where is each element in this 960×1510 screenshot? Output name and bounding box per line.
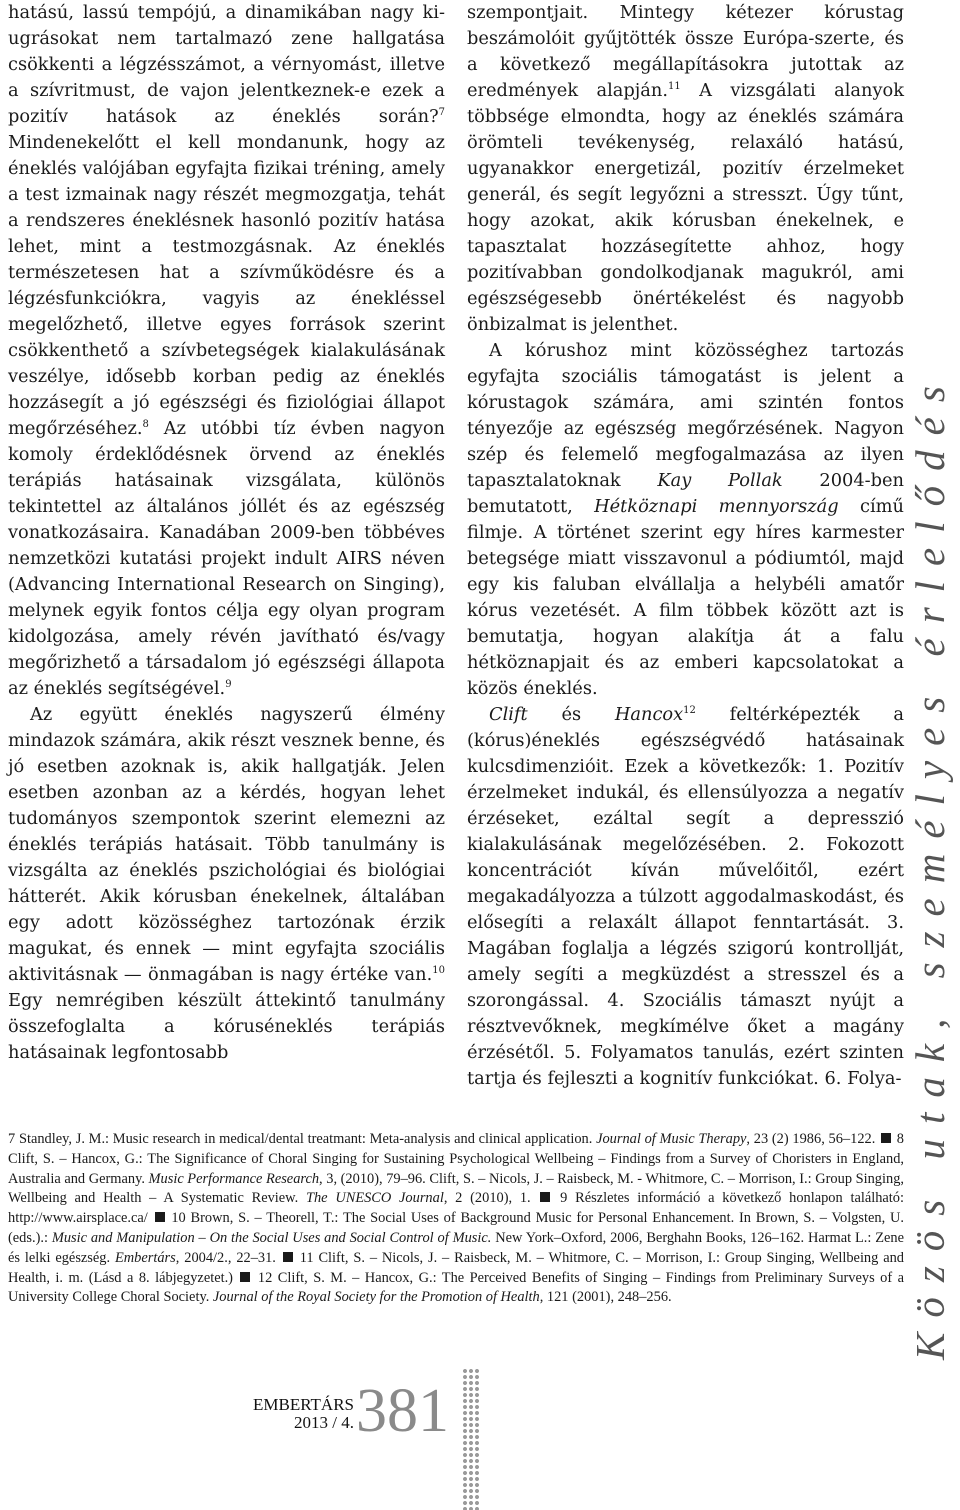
- text-run: Az együtt éneklés nagyszerű élmény mindazok számára, akik részt vesznek benne, és jó esetben azoknak is, akik hallgatják. Jelen esetben azonban az a kérdés, hogyan lehet tudományos szempontok szerint elemezni az éneklés terápiás hatásait. Több tanulmány is vizsgálta az éneklés pszichológiai és biológiai hátterét. Akik kórusban énekelnek, általában egy adott közösséghez tartozónak érzik magukat, és ennek — mint egyfajta szociális aktivitásnak — önmagában is nagy értéke van.: [8, 704, 445, 985]
- text-run: és: [527, 704, 615, 725]
- footnotes: [8, 1130, 904, 1308]
- footnote-reference: 10: [432, 965, 445, 976]
- page-number: 381: [356, 1377, 449, 1445]
- paragraph: [8, 702, 445, 1066]
- text-run: A vizsgálati alanyok többsége elmondta, hogy az éneklés számára örömteli tevékenység, relaxáló hatású, ugyanakkor energetizál, pozitív érzelmeket generál, és segít legyőzni a stresszt. Úgy tűnt, hogy azokat, akik kórusban énekelnek, e tapasztalat hozzásegítette ahhoz, hogy pozitívabban gondolkodjanak magukról, ami egészségesebb önértékelést és nagyobb önbizalmat is jelenthet.: [467, 80, 905, 335]
- text-run: 11 Clift, S. – Nicols, J. – Raisbeck, M. – Whitmore, C. – Morrison, I.: Group Singing, Wellbeing and Health, i. m. (Lásd a 8. lábjegyzetet.): [8, 1249, 904, 1286]
- text-run: A kórushoz mint közösséghez tartozás egyfajta szociális támogatást is jelent a kórustagok számára, ami szintén fontos tényezője az egészség megőrzésének. Nagyon szép és felemelő megfogalmazása az ilyen tapasztalatoknak: [467, 340, 904, 491]
- text-run: Mindenekelőtt el kell mondanunk, hogy az éneklés valójában egyfajta fizikai tréning, amely a test izmainak nagy részét megmozgatja, tehát a rendszeres éneklésnek hasonló pozitív hatása lehet, mint a testmozgásnak. Az éneklés természetesen hat a szívműködésre és a légzésfunkciókra, vagyis az énekléssel megelőzhető, illetve egyes források szerint csökkenthető a szívbetegségek kialakulásának veszélye, idősebb korban pedig az éneklés hozzásegít a jó egészségi és fiziológiai állapot megőrzéséhez.: [8, 132, 445, 439]
- paragraph: [467, 338, 904, 702]
- text-run: 8 Clift, S. – Hancox, G.: The Significance of Choral Singing for Sustaining Psychological Wellbeing – Findings from a Survey of Choristers in England, Australia and Germany.: [8, 1131, 905, 1187]
- italic-text: Journal of the Royal Society for the Promotion of Health: [212, 1289, 540, 1306]
- italic-text: Music Performance Research: [148, 1170, 320, 1187]
- article-column-left: [8, 0, 445, 1066]
- italic-text: Kay Pollak: [657, 470, 783, 491]
- text-run: című filmje. A történet szerint egy híres karmester betegsége miatt visszavonul a pódiumtól, majd egy kis faluban elvállalja a helybéli amatőr kórus vezetését. A film többek között azt is bemutatja, hogyan alakítja át a falu hétköznapjait és az emberi kapcsolatokat a közös éneklés.: [467, 496, 904, 699]
- footnote-reference: 7: [438, 107, 445, 118]
- footnote-reference: 11: [668, 81, 681, 92]
- separator-square-icon: [155, 1212, 165, 1222]
- text-run: 10 Brown, S. – Theorell, T.: The Social Uses of Background Music for Personal Enhancement. In Brown, S. – Volgsten, U. (eds.).:: [8, 1210, 905, 1246]
- text-run: , 2 (2010), 1.: [443, 1190, 539, 1207]
- paragraph: [467, 0, 904, 338]
- text-run: , 3, (2010), 79–96. Clift, S. – Nicols, J. – Raisbeck, M. - Whitmore, C. – Morrison, I.: Group Singing, Wellbeing and Health – A Systematic Review.: [8, 1170, 904, 1207]
- italic-text: The UNESCO Journal: [305, 1190, 444, 1207]
- text-run: New York–Oxford, 2006, Berghahn Books, 126–162. Harmat L.: Zene és lelki egészség.: [8, 1229, 904, 1266]
- separator-square-icon: [283, 1252, 293, 1262]
- separator-square-icon: [881, 1133, 891, 1143]
- text-run: 2004-ben bemutatott,: [467, 470, 904, 517]
- footnote-reference: 9: [225, 679, 232, 690]
- paragraph: [467, 702, 904, 1092]
- article-column-right: [467, 0, 904, 1092]
- text-run: Az utóbbi tíz évben nagyon komoly érdeklődésnek örvend az éneklés terápiás hatásainak vizsgálata, különös tekintettel az általános jóllét és az egészség vonatkozásaira. Kanadában 2009-ben többéves nemzetközi kutatási projekt indult AIRS néven (Advancing International Research on Singing), melynek egyik fontos célja egy olyan program kidolgozása, amely révén javítható és/vagy megőrizhető a társadalom jó egészségi állapota az éneklés segítségével.: [8, 418, 445, 699]
- italic-text: Clift: [489, 704, 528, 725]
- text-run: Egy nemrégiben készült áttekintő tanulmány összefoglalta a kóruséneklés terápiás hatásainak legfontosabb: [8, 990, 445, 1063]
- text-run: feltérképezték a (kórus)éneklés egészségvédő hatásainak kulcsdimenzióit. Ezek a következők: 1. Pozitív érzelmeket indukál, és ellensúlyozza a negatív érzéseket, ezáltal segít a depresszió kialakulásának megelőzésében. 2. Fokozott koncentrációt kíván művelőitől, ezért megakadályozza a túlzott aggodalmaskodást, és elősegíti a relaxált állapot fenntartását. 3. Magában foglalja a légzés szigorú kontrollját, amely segíti a megküzdést a stresszel és a szorongással. 4. Szociális támaszt nyújt a résztvevőknek, megkímélve őket a magány érzésétől. 5. Folyamatos tanulás, ezért szinten tartja és fejleszti a kognitív funkciókat. 6. Folya-: [467, 704, 904, 1089]
- text-run: szempontjait. Mintegy kétezer kórustag beszámolóit gyűjtötték össze Európa-szerte, és a következő megállapításokra jutottak az eredmények alapján.: [467, 2, 904, 101]
- text-run: , 121 (2001), 248–256.: [539, 1289, 672, 1306]
- italic-text: Hancox: [614, 704, 684, 725]
- text-run: , 2004/2., 22–31.: [175, 1249, 281, 1266]
- journal-name: EMBERTÁRS: [253, 1395, 354, 1414]
- text-run: 9 Részletes információ a következő honlapon található: http://www.airsplace.ca/: [8, 1190, 904, 1227]
- italic-text: Journal of Music Therapy: [596, 1131, 747, 1147]
- separator-square-icon: [240, 1272, 250, 1282]
- separator-square-icon: [540, 1192, 550, 1202]
- text-run: 7 Standley, J. M.: Music research in medical/dental treatmant: Meta-analysis and clinical application.: [8, 1131, 597, 1147]
- text-run: hatású, lassú tempójú, a dinamikában nagy ki-ugrásokat nem tartalmazó zene hallgatása csökkenti a légzésszámot, a vérnyomást, illetve a szívritmust, de vajon jelentkeznek-e ezek a pozitív hatások az éneklés során?: [8, 2, 445, 127]
- italic-text: Hétköznapi mennyország: [594, 496, 839, 517]
- dotted-rule: [462, 1368, 480, 1510]
- footnote-reference: 12: [683, 705, 696, 716]
- paragraph: [8, 0, 445, 702]
- text-run: 12 Clift, S. M. – Hancox, G.: The Perceived Benefits of Singing – Findings from Preliminary Surveys of a University College Choral Society.: [8, 1269, 904, 1306]
- footnote-reference: 8: [142, 419, 149, 430]
- italic-text: Embertárs: [115, 1249, 176, 1266]
- italic-text: Music and Manipulation – On the Social Uses and Social Control of Music.: [51, 1229, 492, 1246]
- side-title: Közös utak, személyes érlelődés: [907, 371, 953, 1360]
- journal-issue: 2013 / 4.: [294, 1413, 354, 1432]
- text-run: , 23 (2) 1986, 56–122.: [746, 1131, 880, 1147]
